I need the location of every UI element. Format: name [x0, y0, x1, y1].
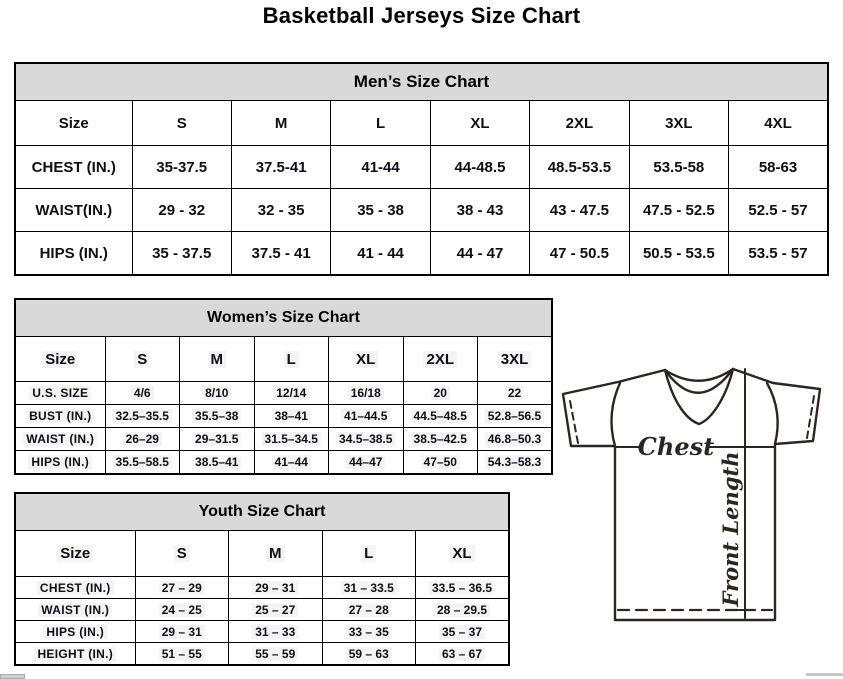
size-value: 44 - 47	[456, 244, 504, 262]
size-value: 29 – 31	[252, 581, 298, 595]
sleeve-cuff-dashed-line-right	[807, 396, 814, 438]
youth-column-header-m	[229, 531, 323, 577]
youth-size-chart-table	[14, 492, 510, 666]
size-value: 41–44.5	[341, 409, 390, 423]
size-value: 38.5–42.5	[411, 432, 470, 446]
size-value-cell	[629, 146, 728, 189]
size-value-cell	[105, 451, 180, 475]
size-value-cell	[322, 621, 416, 643]
women-row-waist-in	[15, 428, 552, 451]
jersey-armhole-seam-right	[767, 383, 778, 444]
youth-column-header-l	[322, 531, 416, 577]
column-header-label: 2XL	[423, 351, 457, 368]
size-value-cell	[254, 428, 329, 451]
size-value-cell	[478, 405, 553, 428]
size-value: 31 – 33.5	[341, 581, 397, 595]
column-header-label: 4XL	[764, 114, 792, 132]
column-header-label: 3XL	[665, 114, 693, 132]
size-value-cell	[416, 643, 510, 666]
men-column-header-m	[231, 101, 330, 146]
size-value: 32 - 35	[257, 201, 305, 219]
size-value: 52.5 - 57	[748, 201, 808, 219]
size-value-cell	[416, 599, 510, 621]
size-value-cell	[180, 451, 255, 475]
size-value-cell	[322, 577, 416, 599]
men-row-hips-in	[15, 232, 828, 276]
size-value: 38 - 43	[456, 201, 504, 219]
size-value-cell	[229, 577, 323, 599]
size-value: 32.5–35.5	[113, 409, 172, 423]
size-value: 51 – 55	[159, 647, 205, 661]
women-row-hips-in	[15, 451, 552, 475]
men-row-chest-in	[15, 146, 828, 189]
row-label-text: CHEST (IN.)	[37, 581, 114, 595]
size-value: 38.5–41	[192, 455, 241, 469]
men-column-header-l	[331, 101, 430, 146]
row-label-text: WAIST (IN.)	[23, 432, 97, 446]
horizontal-scrollbar-thumb-right[interactable]	[806, 673, 843, 676]
women-column-header-m	[180, 337, 255, 382]
size-value-cell	[329, 382, 404, 405]
size-value-cell	[729, 146, 828, 189]
size-value: 29 – 31	[159, 625, 205, 639]
youth-row-height-in	[15, 643, 509, 666]
row-label	[15, 146, 132, 189]
column-header-label: M	[274, 114, 288, 132]
column-header-label: S	[176, 114, 187, 132]
size-value-cell	[135, 621, 229, 643]
page-title: Basketball Jerseys Size Chart	[262, 3, 581, 28]
size-value-cell	[132, 146, 231, 189]
size-value: 37.5 - 41	[251, 244, 311, 262]
youth-row-waist-in	[15, 599, 509, 621]
sleeve-cuff-dashed-line-left	[570, 401, 578, 443]
column-header-label: XL	[353, 351, 378, 368]
size-value-cell	[254, 382, 329, 405]
size-value: 44.5–48.5	[411, 409, 470, 423]
size-value-cell	[478, 451, 553, 475]
women-column-header-s	[105, 337, 180, 382]
row-label-text: U.S. SIZE	[29, 386, 91, 400]
size-value: 35.5–58.5	[113, 455, 172, 469]
size-value-cell	[530, 189, 629, 232]
column-header-label: L	[361, 545, 376, 562]
size-value: 53.5-58	[653, 158, 705, 176]
size-value-cell	[231, 232, 330, 276]
size-value-cell	[105, 382, 180, 405]
size-value: 34.5–38.5	[336, 432, 395, 446]
size-value: 47–50	[421, 455, 460, 469]
size-value: 33 – 35	[346, 625, 392, 639]
men-column-header-2xl	[530, 101, 629, 146]
size-value-cell	[629, 189, 728, 232]
women-row-u-s-size	[15, 382, 552, 405]
size-value-cell	[430, 232, 529, 276]
youth-column-header-xl	[416, 531, 510, 577]
size-value-cell	[331, 189, 430, 232]
size-value-cell	[403, 405, 478, 428]
column-header-label: Size	[42, 351, 78, 368]
size-value-cell	[132, 189, 231, 232]
row-label-text: HIPS (IN.)	[39, 244, 108, 262]
size-value-cell	[403, 382, 478, 405]
row-label	[15, 189, 132, 232]
size-value: 35 – 37	[439, 625, 485, 639]
size-value: 44–47	[346, 455, 385, 469]
size-value: 35-37.5	[156, 158, 208, 176]
jersey-armhole-seam-left	[611, 383, 620, 446]
men-column-header-3xl	[629, 101, 728, 146]
women-row-bust-in	[15, 405, 552, 428]
size-value: 31.5–34.5	[262, 432, 321, 446]
size-value-cell	[105, 428, 180, 451]
size-value: 35.5–38	[192, 409, 241, 423]
row-label	[15, 382, 105, 405]
size-value-cell	[180, 405, 255, 428]
size-value-cell	[229, 643, 323, 666]
size-value: 35 - 38	[357, 201, 404, 219]
size-value-cell	[430, 189, 529, 232]
size-value-cell	[135, 577, 229, 599]
jersey-outline	[563, 369, 820, 620]
size-value-cell	[254, 451, 329, 475]
size-value: 29 - 32	[158, 201, 206, 219]
size-value: 8/10	[202, 386, 231, 400]
size-value: 50.5 - 53.5	[642, 244, 715, 262]
youth-column-header-s	[135, 531, 229, 577]
size-value-cell	[416, 621, 510, 643]
jersey-measurement-diagram	[558, 356, 843, 633]
men-column-header-size	[15, 101, 132, 146]
column-header-label: L	[284, 351, 299, 368]
size-value-cell	[331, 232, 430, 276]
size-value: 41–44	[272, 455, 311, 469]
size-value: 44-48.5	[454, 158, 506, 176]
size-value-cell	[322, 599, 416, 621]
row-label-text: HIPS (IN.)	[28, 455, 92, 469]
size-value: 20	[431, 386, 450, 400]
size-value: 26–29	[123, 432, 162, 446]
size-value-cell	[329, 405, 404, 428]
size-value: 37.5-41	[255, 158, 307, 176]
row-label-text: HEIGHT (IN.)	[34, 647, 116, 661]
size-value: 53.5 - 57	[748, 244, 808, 262]
size-value: 29–31.5	[192, 432, 241, 446]
youth-row-hips-in	[15, 621, 509, 643]
size-value-cell	[135, 643, 229, 666]
column-header-label: S	[134, 351, 150, 368]
column-header-label: 3XL	[498, 351, 532, 368]
row-label-text: BUST (IN.)	[26, 409, 94, 423]
size-value-cell	[180, 382, 255, 405]
size-value: 43 - 47.5	[549, 201, 609, 219]
column-header-label: M	[266, 545, 285, 562]
size-value-cell	[329, 451, 404, 475]
size-value: 27 – 29	[159, 581, 205, 595]
size-value: 16/18	[348, 386, 384, 400]
front-length-label: Front Length	[718, 451, 743, 607]
women-column-header-size	[15, 337, 105, 382]
row-label	[15, 451, 105, 475]
chest-label: Chest	[637, 432, 715, 461]
size-value: 31 – 33	[252, 625, 298, 639]
row-label-text: CHEST (IN.)	[31, 158, 116, 176]
column-header-label: XL	[449, 545, 474, 562]
size-value: 25 – 27	[252, 603, 298, 617]
men-row-waist-in	[15, 189, 828, 232]
row-label-text: WAIST (IN.)	[38, 603, 112, 617]
size-value-cell	[180, 428, 255, 451]
women-column-header-2xl	[403, 337, 478, 382]
size-value-cell	[254, 405, 329, 428]
youth-column-header-size	[15, 531, 135, 577]
column-header-label: Size	[58, 114, 89, 132]
size-value: 24 – 25	[159, 603, 205, 617]
size-value: 52.8–56.5	[485, 409, 544, 423]
size-value: 28 – 29.5	[434, 603, 490, 617]
row-label	[15, 577, 135, 599]
size-value: 48.5-53.5	[547, 158, 612, 176]
size-value-cell	[231, 189, 330, 232]
size-value-cell	[629, 232, 728, 276]
row-label-text: HIPS (IN.)	[43, 625, 107, 639]
size-value-cell	[322, 643, 416, 666]
row-label	[15, 621, 135, 643]
size-value-cell	[478, 428, 553, 451]
youth-row-chest-in	[15, 577, 509, 599]
women-column-header-3xl	[478, 337, 553, 382]
size-value-cell	[729, 189, 828, 232]
column-header-label: Size	[57, 545, 93, 562]
youth-table-title: Youth Size Chart	[15, 493, 509, 531]
size-value: 35 - 37.5	[152, 244, 212, 262]
row-label	[15, 405, 105, 428]
size-value-cell	[329, 428, 404, 451]
size-value-cell	[430, 146, 529, 189]
mens-size-chart-table	[14, 62, 829, 276]
column-header-label: L	[375, 114, 386, 132]
size-value-cell	[729, 232, 828, 276]
size-value-cell	[229, 621, 323, 643]
size-value-cell	[403, 451, 478, 475]
size-value-cell	[132, 232, 231, 276]
row-label	[15, 232, 132, 276]
women-column-header-xl	[329, 337, 404, 382]
jersey-collar	[665, 369, 733, 424]
size-value: 41 - 44	[357, 244, 404, 262]
size-value: 63 – 67	[439, 647, 485, 661]
jersey-collar	[665, 369, 733, 381]
size-value: 46.8–50.3	[485, 432, 544, 446]
size-value: 4/6	[131, 386, 154, 400]
column-header-label: XL	[470, 114, 490, 132]
size-value-cell	[403, 428, 478, 451]
size-value: 38–41	[272, 409, 311, 423]
size-value: 58-63	[758, 158, 798, 176]
size-value: 47 - 50.5	[549, 244, 609, 262]
row-label-text: WAIST(IN.)	[35, 201, 113, 219]
row-label	[15, 428, 105, 451]
size-value: 22	[505, 386, 524, 400]
size-value: 27 – 28	[346, 603, 392, 617]
size-value: 54.3–58.3	[485, 455, 544, 469]
size-value-cell	[416, 577, 510, 599]
horizontal-scrollbar-thumb-left[interactable]	[0, 674, 25, 679]
row-label	[15, 643, 135, 666]
size-value: 59 – 63	[346, 647, 392, 661]
men-column-header-4xl	[729, 101, 828, 146]
size-value-cell	[331, 146, 430, 189]
column-header-label: S	[174, 545, 190, 562]
size-value-cell	[478, 382, 553, 405]
size-value-cell	[229, 599, 323, 621]
size-value: 12/14	[273, 386, 309, 400]
women-table-title: Women’s Size Chart	[15, 299, 552, 337]
size-value: 33.5 – 36.5	[429, 581, 495, 595]
size-value-cell	[135, 599, 229, 621]
men-column-header-xl	[430, 101, 529, 146]
size-value: 55 – 59	[252, 647, 298, 661]
column-header-label: 2XL	[565, 114, 594, 132]
size-value: 41-44	[361, 158, 400, 176]
row-label	[15, 599, 135, 621]
men-column-header-s	[132, 101, 231, 146]
womens-size-chart-table	[14, 298, 553, 475]
size-value-cell	[530, 146, 629, 189]
column-header-label: M	[208, 351, 227, 368]
size-value-cell	[231, 146, 330, 189]
size-value-cell	[530, 232, 629, 276]
size-value: 47.5 - 52.5	[642, 201, 715, 219]
women-column-header-l	[254, 337, 329, 382]
size-value-cell	[105, 405, 180, 428]
men-table-title: Men’s Size Chart	[15, 63, 828, 101]
